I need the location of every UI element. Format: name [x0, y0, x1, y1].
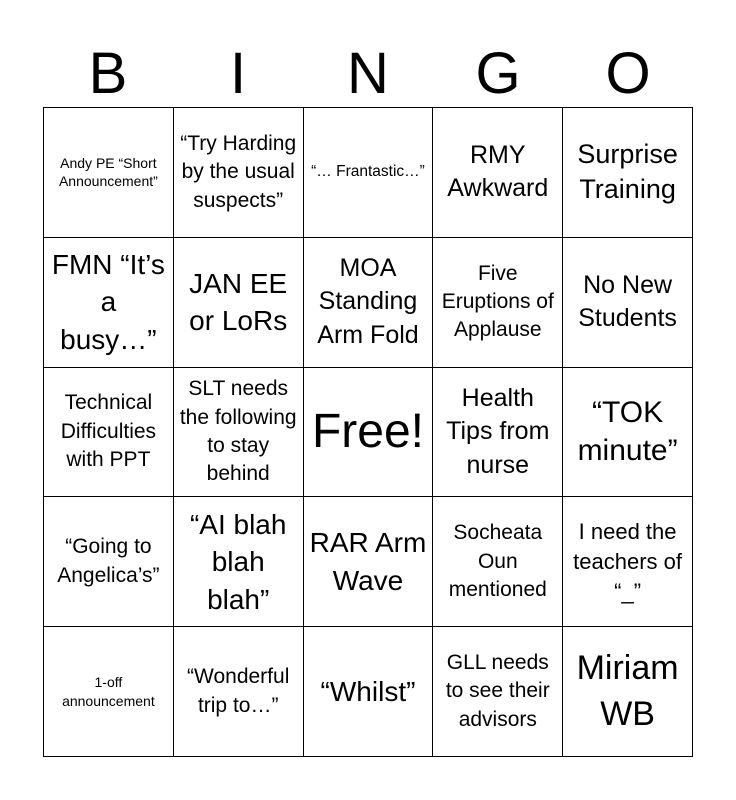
cell-label: 1-off announcement: [62, 673, 155, 709]
bingo-cell[interactable]: [563, 627, 693, 757]
bingo-board: [43, 107, 693, 757]
bingo-cell[interactable]: [304, 108, 434, 238]
cell-label: No New Students: [578, 270, 677, 333]
cell-label: “TOK minute”: [577, 396, 678, 467]
cell-label: Andy PE “Short Announcement”: [58, 154, 158, 190]
bingo-cell[interactable]: [44, 627, 174, 757]
cell-label: RMY Awkward: [447, 140, 549, 203]
cell-label: Socheata Oun mentioned: [448, 521, 547, 601]
cell-label: I need the teachers of “_”: [573, 518, 683, 604]
bingo-cell[interactable]: [44, 238, 174, 368]
cell-label: MOA Standing Arm Fold: [317, 253, 419, 349]
bingo-cell[interactable]: [563, 368, 693, 498]
header-letter-i: I: [229, 41, 247, 106]
bingo-cell[interactable]: [563, 108, 693, 238]
cell-label: Health Tips from nurse: [446, 383, 550, 479]
cell-label: Surprise Training: [577, 139, 678, 205]
bingo-cell[interactable]: [174, 497, 304, 627]
cell-label: Five Eruptions of Applause: [441, 261, 554, 342]
bingo-cell[interactable]: [433, 627, 563, 757]
header-letter-b: B: [88, 41, 128, 106]
bingo-cell[interactable]: [563, 238, 693, 368]
bingo-cell[interactable]: [563, 497, 693, 627]
cell-label: Miriam WB: [576, 649, 679, 733]
bingo-header: [43, 40, 693, 108]
cell-label: RAR Arm Wave: [309, 527, 427, 596]
cell-label: “AI blah blah blah”: [189, 508, 287, 615]
bingo-cell[interactable]: [174, 108, 304, 238]
cell-label: SLT needs the following to stay behind: [179, 377, 297, 486]
cell-label: Technical Difficulties with PPT: [60, 391, 157, 472]
cell-label: “… Frantastic…”: [311, 162, 425, 180]
free-space-label: Free!: [311, 404, 424, 458]
bingo-cell[interactable]: [433, 238, 563, 368]
bingo-cell[interactable]: [44, 108, 174, 238]
bingo-cell[interactable]: [304, 627, 434, 757]
cell-label: FMN “It’s a busy…”: [51, 248, 165, 355]
bingo-cell[interactable]: [44, 368, 174, 498]
bingo-cell[interactable]: [433, 108, 563, 238]
bingo-cell[interactable]: [304, 497, 434, 627]
cell-label: “Whilst”: [320, 675, 416, 707]
header-letter-o: O: [605, 41, 651, 106]
bingo-cell[interactable]: [44, 497, 174, 627]
cell-label: JAN EE or LoRs: [189, 267, 288, 337]
cell-label: “Wonderful trip to…”: [187, 665, 290, 717]
bingo-cell[interactable]: [174, 627, 304, 757]
bingo-cell[interactable]: [433, 368, 563, 498]
bingo-cell[interactable]: [304, 238, 434, 368]
header-letter-g: G: [475, 41, 521, 106]
bingo-cell[interactable]: [174, 368, 304, 498]
cell-label: “Try Harding by the usual suspects”: [180, 131, 297, 212]
bingo-cell[interactable]: [174, 238, 304, 368]
bingo-cell[interactable]: [433, 497, 563, 627]
cell-label: “Going to Angelica’s”: [57, 535, 160, 587]
cell-label: GLL needs to see their advisors: [445, 651, 550, 731]
header-letter-n: N: [347, 41, 389, 106]
free-space-cell[interactable]: [304, 368, 434, 498]
